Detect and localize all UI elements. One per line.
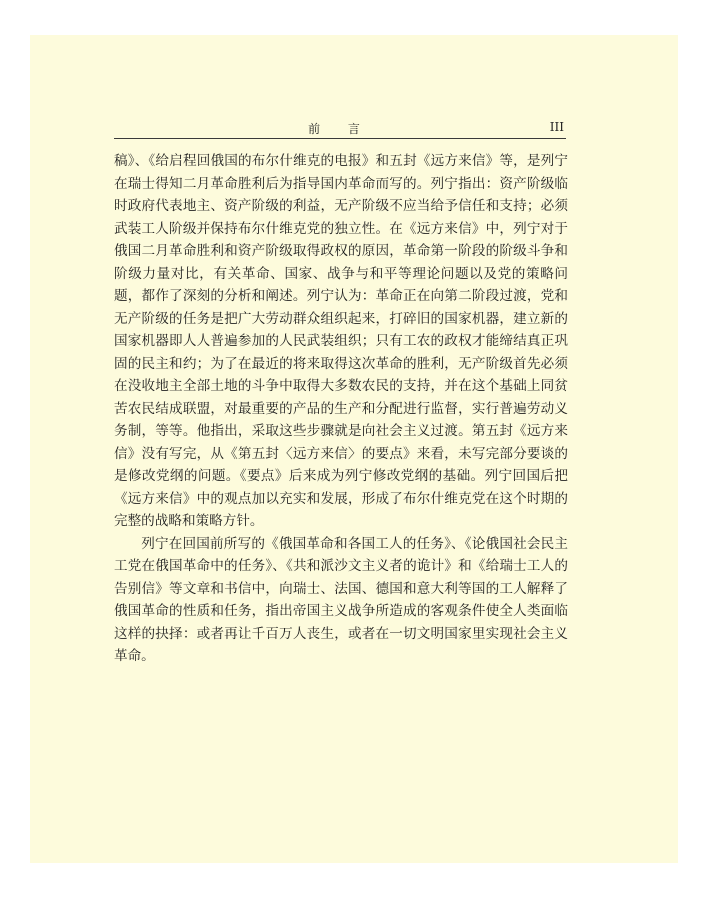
paragraph: 列宁在回国前所写的《俄国革命和各国工人的任务》、《论俄国社会民主工党在俄国革命中的任务》、《共和派沙文主义者的诡计》和《给瑞士工人的告别信》等文章和书信中，向瑞士、法国、德国和意大利等国的工人解释了俄国革命的性质和任务，指出帝国主义战争所造成的客观条件使全人类面临这样的抉择：或者再让千百万人丧生，或者在一切文明国家里实现社会主义革命。 [114,535,568,664]
paragraph: 稿》、《给启程回俄国的布尔什维克的电报》和五封《远方来信》等，是列宁在瑞士得知二月革命胜利后为指导国内革命而写的。列宁指出：资产阶级临时政府代表地主、资产阶级的利益，无产阶级不应当给予信任和支持；必须武装工人阶级并保持布尔什维克党的独立性。在《远方来信》中，列宁对于俄国二月革命胜利和资产阶级取得政权的原因，革命第一阶段的阶级斗争和阶级力量对比，有关革命、国家、战争与和平等理论问题以及党的策略问题，都作了深刻的分析和阐述。列宁认为：革命正在向第二阶段过渡，党和无产阶级的任务是把广大劳动群众组织起来，打碎旧的国家机器，建立新的国家机器即人人普遍参加的人民武装组织；只有工农的政权才能缔结真正巩固的民主和约；为了在最近的将来取得这次革命的胜利，无产阶级首先必须在没收地主全部土地的斗争中取得大多数农民的支持，并在这个基础上同贫苦农民结成联盟，对最重要的产品的生产和分配进行监督，实行普遍劳动义务制，等等。他指出，采取这些步骤就是向社会主义过渡。第五封《远方来信》没有写完，从《第五封〈远方来信〉的要点》来看，未写完部分要谈的是修改党纲的问题。《要点》后来成为列宁修改党纲的基础。列宁回国后把《远方来信》中的观点加以充实和发展，形成了布尔什维克党在这个时期的完整的战略和策略方针。 [114,153,568,529]
page-number: III [549,120,564,134]
page-header [114,112,566,139]
running-title: 前 言 [308,122,372,136]
body-text [114,150,568,668]
